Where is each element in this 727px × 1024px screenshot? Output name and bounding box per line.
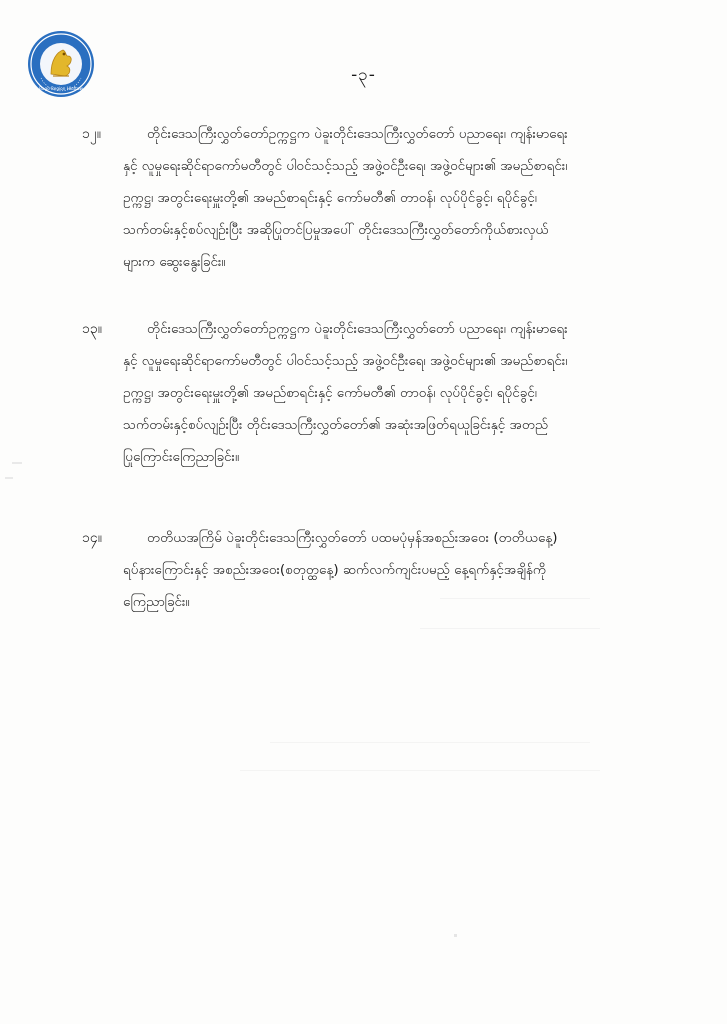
item-line: ကြေညာခြင်း။: [123, 594, 190, 610]
scan-artifact: [12, 462, 22, 464]
item-line: ဥက္ကဋ္ဌ၊ အတွင်းရေးမှူးတို့၏ အမည်စာရင်းနှင့် ကော်မတီ၏ တာဝန်၊ လုပ်ပိုင်ခွင့်၊ ရပိုင်ခွင့်၊: [123, 190, 537, 206]
scan-artifact: [454, 934, 457, 937]
item-line: ပြုကြောင်းကြေညာခြင်း။: [123, 449, 240, 465]
item-line: ဥက္ကဋ္ဌ၊ အတွင်းရေးမှူးတို့၏ အမည်စာရင်းနှင့် ကော်မတီ၏ တာဝန်၊ လုပ်ပိုင်ခွင့်၊ ရပိုင်ခွင့်၊: [123, 385, 537, 401]
item-text: [123, 313, 667, 473]
svg-text:Bago Region Hluttaw: Bago Region Hluttaw: [39, 86, 83, 91]
item-line: နှင့် လူမှုရေးဆိုင်ရာကော်မတီတွင် ပါဝင်သင့်သည့် အဖွဲ့ဝင်ဦးရေ၊ အဖွဲ့ဝင်များ၏ အမည်စာရင်း၊: [123, 158, 568, 174]
item-number: ၁၄။: [82, 530, 102, 546]
item-line: ရပ်နားကြောင်းနှင့် အစည်းအဝေး(စတုတ္ထနေ့) ဆက်လက်ကျင်းပမည့် နေ့ရက်နှင့်အချိန်ကို: [123, 562, 547, 578]
scan-artifact: [5, 477, 13, 479]
scan-artifact: [420, 628, 600, 629]
scan-artifact: [270, 742, 590, 743]
item-line: များက ဆွေးနွေးခြင်း။: [123, 254, 226, 270]
scan-artifact: [240, 770, 600, 771]
item-text: [123, 522, 667, 618]
item-number: ၁၂။: [82, 126, 101, 142]
item-number: ၁၃။: [82, 321, 102, 337]
item-line: သက်တမ်းနှင့်စပ်လျဉ်းပြီး အဆိုပြုတင်ပြမှုအပေါ် တိုင်းဒေသကြီးလွှတ်တော်ကိုယ်စားလှယ်: [123, 222, 549, 238]
scan-artifact: [440, 598, 590, 599]
item-line: တိုင်းဒေသကြီးလွှတ်တော်ဥက္ကဋ္ဌက ပဲခူးတိုင်းဒေသကြီးလွှတ်တော် ပညာရေး၊ ကျန်းမာရေး: [147, 126, 568, 142]
item-line: တတိယအကြိမ် ပဲခူးတိုင်းဒေသကြီးလွှတ်တော် ပထမပုံမှန်အစည်းအဝေး (တတိယနေ့): [147, 530, 558, 546]
item-line: တိုင်းဒေသကြီးလွှတ်တော်ဥက္ကဋ္ဌက ပဲခူးတိုင်းဒေသကြီးလွှတ်တော် ပညာရေး၊ ကျန်းမာရေး: [147, 321, 568, 337]
item-line: နှင့် လူမှုရေးဆိုင်ရာကော်မတီတွင် ပါဝင်သင့်သည့် အဖွဲ့ဝင်ဦးရေ၊ အဖွဲ့ဝင်များ၏ အမည်စာရင်း၊: [123, 353, 568, 369]
page-number: -၃-: [351, 65, 376, 85]
item-line: သက်တမ်းနှင့်စပ်လျဉ်းပြီး တိုင်းဒေသကြီးလွှတ်တော်၏ အဆုံးအဖြတ်ရယူခြင်းနှင့် အတည်: [123, 417, 549, 433]
item-text: [123, 118, 667, 278]
